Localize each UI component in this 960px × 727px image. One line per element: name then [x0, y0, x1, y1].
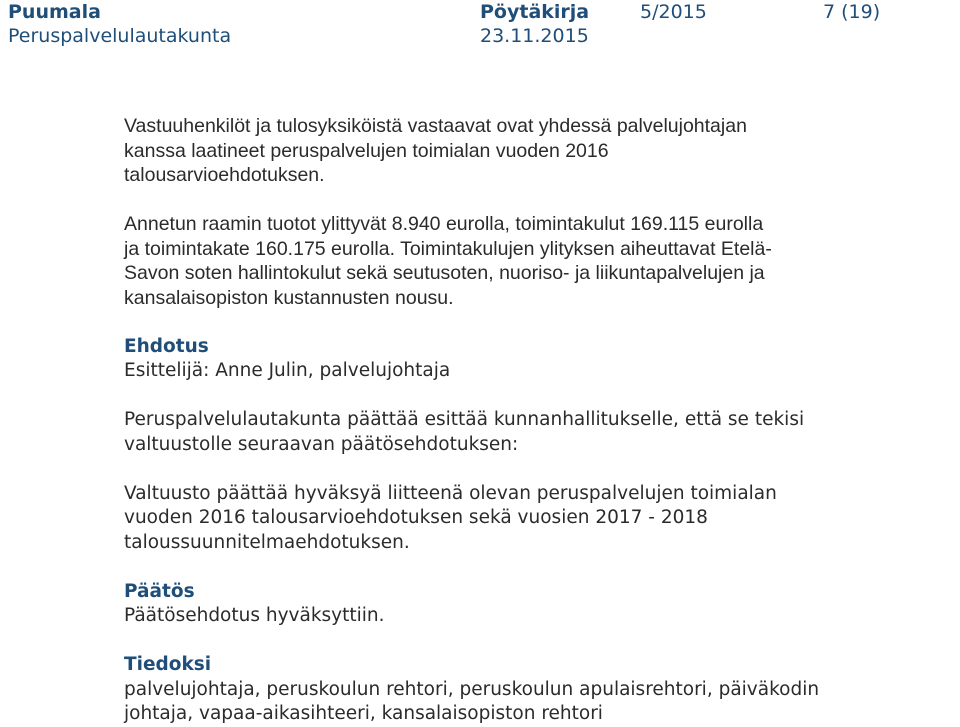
info-line: johtaja, vapaa-aikasihteeri, kansalaisopiston rehtori	[124, 703, 603, 724]
header-document-type: Pöytäkirja	[480, 1, 590, 23]
text-line: taloussuunnitelmaehdotuksen.	[124, 531, 410, 553]
decision-text: Päätösehdotus hyväksyttiin.	[124, 605, 385, 626]
text-line: kansalaisopiston kustannusten nousu.	[124, 286, 454, 309]
paragraph-responsibles	[124, 114, 944, 188]
header-unit: Peruspalvelulautakunta	[8, 25, 232, 47]
text-line: vuoden 2016 talousarvioehdotuksen sekä vuosien 2017 - 2018	[124, 507, 708, 528]
spacer	[124, 555, 944, 580]
proposal-heading: Ehdotus	[124, 335, 209, 357]
text-line: talousarvioehdotuksen.	[124, 164, 325, 186]
text-line: ja toimintakate 160.175 eurolla. Toimintakulujen ylityksen aiheuttavat Etelä-	[124, 237, 772, 260]
text-line: Valtuusto päättää hyväksyä liitteenä olevan peruspalvelujen toimialan	[124, 482, 777, 504]
decision-section	[124, 580, 944, 629]
document-body	[124, 114, 944, 727]
decision-heading: Päätös	[124, 580, 195, 602]
text-line: Vastuuhenkilöt ja tulosyksiköistä vastaavat ovat yhdessä palvelujohtajan	[124, 115, 747, 137]
spacer	[124, 384, 944, 409]
info-line: palvelujohtaja, peruskoulun rehtori, peruskoulun apulaisrehtori, päiväkodin	[124, 678, 820, 700]
header-date: 23.11.2015	[480, 25, 589, 47]
spacer	[124, 188, 944, 213]
spacer	[124, 310, 944, 335]
text-line: Peruspalvelulautakunta päättää esittää kunnanhallitukselle, että se tekisi	[124, 409, 805, 430]
paragraph-council-proposal	[124, 482, 944, 556]
proposal-section	[124, 335, 944, 384]
spacer	[124, 457, 944, 482]
header-meeting-number: 5/2015	[640, 1, 707, 23]
spacer	[124, 629, 944, 654]
header-page-number: 7 (19)	[823, 1, 881, 23]
paragraph-budget-frame	[124, 212, 944, 310]
text-line: kanssa laatineet peruspalvelujen toimialan vuoden 2016	[124, 139, 609, 162]
info-section	[124, 653, 944, 727]
header-organization: Puumala	[8, 1, 101, 23]
text-line: valtuustolle seuraavan päätösehdotuksen:	[124, 433, 519, 455]
text-line: Savon soten hallintokulut sekä seutusoten, nuoriso- ja liikuntapalvelujen ja	[124, 262, 765, 284]
text-line: Annetun raamin tuotot ylittyvät 8.940 eurolla, toimintakulut 169.115 eurolla	[124, 213, 764, 235]
paragraph-committee-decision	[124, 408, 944, 457]
presenter-line: Esittelijä: Anne Julin, palvelujohtaja	[124, 360, 451, 381]
info-heading: Tiedoksi	[124, 654, 212, 675]
